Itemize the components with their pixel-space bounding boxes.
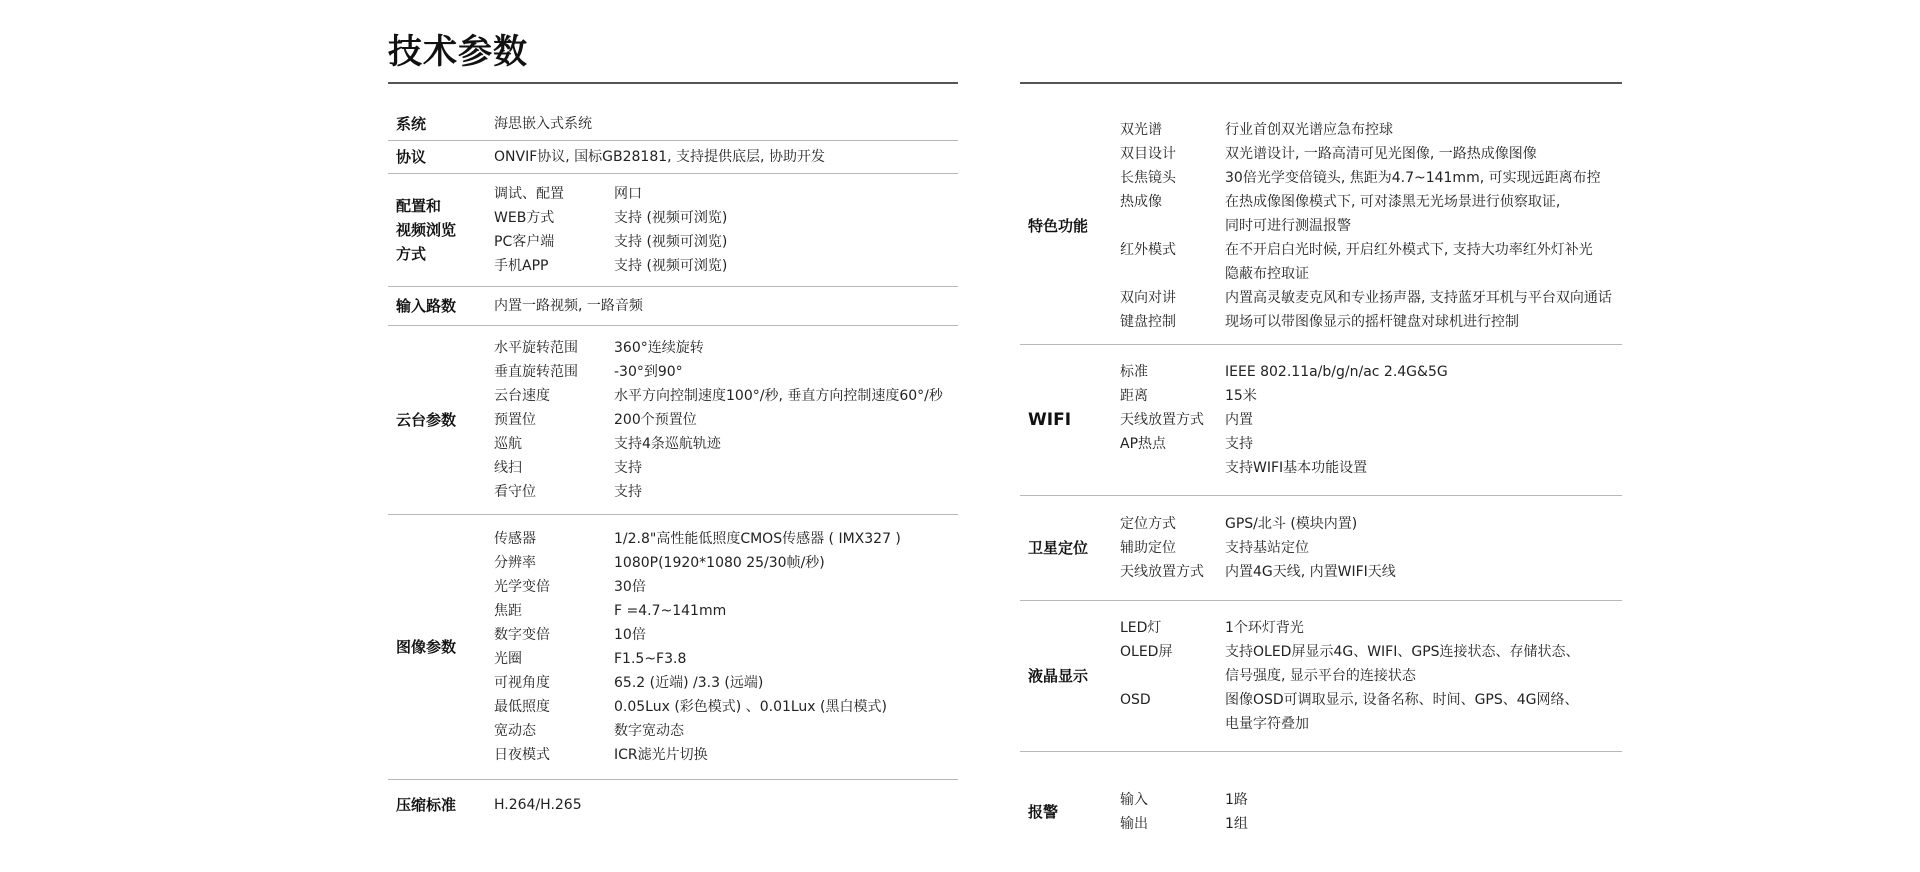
right-title-rule	[1020, 82, 1622, 84]
spec-value: 信号强度, 显示平台的连接状态	[1225, 668, 1416, 684]
spec-value: 现场可以带图像显示的摇杆键盘对球机进行控制	[1225, 314, 1519, 330]
right-section-0	[1020, 108, 1622, 345]
spec-value: 1组	[1225, 816, 1248, 832]
left-section-label: 协议	[396, 148, 427, 166]
spec-key: 云台速度	[494, 388, 550, 404]
spec-key: 水平旋转范围	[494, 340, 578, 356]
spec-value: 图像OSD可调取显示, 设备名称、时间、GPS、4G网络、	[1225, 692, 1579, 708]
spec-value: -30°到90°	[614, 364, 683, 380]
left-section-value: 内置一路视频, 一路音频	[494, 298, 643, 314]
spec-value: 360°连续旋转	[614, 340, 704, 356]
spec-key: 辅助定位	[1120, 540, 1176, 556]
left-spec-column	[388, 108, 958, 830]
right-spec-column	[1020, 108, 1622, 872]
spec-value: 支持 (视频可浏览)	[614, 234, 728, 250]
left-section-1	[388, 141, 958, 174]
left-section-label: 压缩标准	[396, 796, 457, 814]
spec-value: 支持	[1225, 436, 1253, 452]
spec-value: 30倍光学变倍镜头, 焦距为4.7~141mm, 可实现远距离布控	[1225, 170, 1601, 186]
spec-key: 最低照度	[494, 699, 550, 715]
left-section-value: H.264/H.265	[494, 797, 582, 813]
spec-key: 看守位	[494, 484, 536, 500]
spec-key: 宽动态	[494, 723, 536, 739]
spec-key: 距离	[1120, 388, 1148, 404]
left-section-label: 云台参数	[396, 411, 457, 429]
left-section-value: ONVIF协议, 国标GB28181, 支持提供底层, 协助开发	[494, 149, 825, 165]
spec-value: 在热成像图像模式下, 可对漆黑无光场景进行侦察取证,	[1225, 194, 1561, 210]
left-section-6	[388, 780, 958, 830]
spec-value: 支持 (视频可浏览)	[614, 210, 728, 226]
spec-value: 支持	[614, 484, 642, 500]
left-section-value: 海思嵌入式系统	[494, 116, 592, 132]
spec-value: 支持	[614, 460, 642, 476]
spec-key: 调试、配置	[494, 186, 564, 202]
spec-key: WEB方式	[494, 210, 555, 226]
spec-value: 水平方向控制速度100°/秒, 垂直方向控制速度60°/秒	[614, 388, 943, 404]
spec-value: 200个预置位	[614, 412, 697, 428]
spec-value: 15米	[1225, 388, 1257, 404]
right-section-label: 特色功能	[1028, 217, 1089, 235]
right-section-4	[1020, 752, 1622, 872]
right-section-3	[1020, 601, 1622, 752]
left-section-4	[388, 326, 958, 515]
spec-key: 双目设计	[1120, 146, 1176, 162]
spec-key: OLED屏	[1120, 644, 1173, 660]
spec-key: 预置位	[494, 412, 536, 428]
spec-key: 长焦镜头	[1120, 170, 1176, 186]
spec-value: 网口	[614, 186, 642, 202]
spec-value: 双光谱设计, 一路高清可见光图像, 一路热成像图像	[1225, 146, 1537, 162]
spec-value: 数字宽动态	[614, 723, 684, 739]
spec-value: F =4.7~141mm	[614, 603, 727, 619]
right-section-2	[1020, 496, 1622, 601]
spec-key: 数字变倍	[494, 627, 550, 643]
spec-value: GPS/北斗 (模块内置)	[1225, 516, 1358, 532]
spec-key: 光学变倍	[494, 579, 550, 595]
spec-key: 输入	[1120, 792, 1148, 808]
spec-key: 标准	[1120, 364, 1148, 380]
spec-value: IEEE 802.11a/b/g/n/ac 2.4G&5G	[1225, 364, 1448, 380]
spec-value: 电量字符叠加	[1225, 716, 1309, 732]
spec-key: 定位方式	[1120, 516, 1176, 532]
spec-key: 线扫	[494, 460, 522, 476]
spec-key: AP热点	[1120, 436, 1167, 452]
spec-key: 可视角度	[494, 675, 550, 691]
spec-value: 内置高灵敏麦克风和专业扬声器, 支持蓝牙耳机与平台双向通话	[1225, 290, 1612, 306]
spec-value: 支持基站定位	[1225, 540, 1309, 556]
spec-key: 焦距	[494, 603, 522, 619]
spec-value: F1.5~F3.8	[614, 651, 687, 667]
spec-key: 天线放置方式	[1120, 564, 1204, 580]
spec-value: 1080P(1920*1080 25/30帧/秒)	[614, 555, 825, 571]
spec-key: 手机APP	[494, 258, 549, 274]
spec-key: 天线放置方式	[1120, 412, 1204, 428]
spec-value: 内置4G天线, 内置WIFI天线	[1225, 564, 1396, 580]
spec-value: 0.05Lux (彩色模式) 、0.01Lux (黑白模式)	[614, 699, 887, 715]
spec-key: 传感器	[494, 531, 536, 547]
spec-value: 支持4条巡航轨迹	[614, 436, 721, 452]
spec-key: 分辨率	[494, 555, 536, 571]
spec-value: 65.2 (近端) /3.3 (远端)	[614, 675, 764, 691]
spec-value: 隐蔽布控取证	[1225, 266, 1309, 282]
spec-value: 支持WIFI基本功能设置	[1225, 460, 1368, 476]
spec-key: 巡航	[494, 436, 522, 452]
spec-key: 垂直旋转范围	[494, 364, 578, 380]
spec-key: OSD	[1120, 692, 1151, 708]
left-section-0	[388, 108, 958, 141]
spec-value: 支持OLED屏显示4G、WIFI、GPS连接状态、存储状态、	[1225, 644, 1580, 660]
spec-value: 内置	[1225, 412, 1253, 428]
spec-key: 输出	[1120, 816, 1148, 832]
right-section-label: 液晶显示	[1028, 667, 1089, 685]
spec-key: 双向对讲	[1120, 290, 1176, 306]
left-section-5	[388, 515, 958, 780]
page-title: 技术参数	[388, 32, 528, 72]
left-section-label: 系统	[396, 115, 427, 133]
left-section-label: 输入路数	[396, 297, 457, 315]
spec-key: 键盘控制	[1120, 314, 1176, 330]
spec-key: 红外模式	[1120, 242, 1176, 258]
spec-value: 同时可进行测温报警	[1225, 218, 1351, 234]
spec-value: 30倍	[614, 579, 646, 595]
right-section-1	[1020, 345, 1622, 496]
spec-value: 在不开启白光时候, 开启红外模式下, 支持大功率红外灯补光	[1225, 242, 1593, 258]
left-section-2	[388, 174, 958, 287]
right-section-label: 报警	[1028, 803, 1059, 821]
spec-key: 热成像	[1120, 194, 1162, 210]
left-title-rule	[388, 82, 958, 84]
spec-key: 光圈	[494, 651, 522, 667]
spec-value: 行业首创双光谱应急布控球	[1225, 122, 1393, 138]
spec-key: LED灯	[1120, 620, 1162, 636]
spec-value: ICR滤光片切换	[614, 747, 708, 763]
left-section-label: 图像参数	[396, 638, 457, 656]
spec-value: 1个环灯背光	[1225, 620, 1304, 636]
spec-key: PC客户端	[494, 234, 555, 250]
spec-key: 日夜模式	[494, 747, 550, 763]
left-section-label: 配置和 视频浏览 方式	[396, 197, 457, 263]
spec-value: 1路	[1225, 792, 1248, 808]
spec-value: 支持 (视频可浏览)	[614, 258, 728, 274]
spec-key: 双光谱	[1120, 122, 1162, 138]
spec-value: 1/2.8"高性能低照度CMOS传感器 ( IMX327 )	[614, 531, 901, 547]
right-section-label: 卫星定位	[1028, 539, 1089, 557]
spec-value: 10倍	[614, 627, 646, 643]
right-section-label: WIFI	[1028, 410, 1072, 430]
left-section-3	[388, 287, 958, 326]
